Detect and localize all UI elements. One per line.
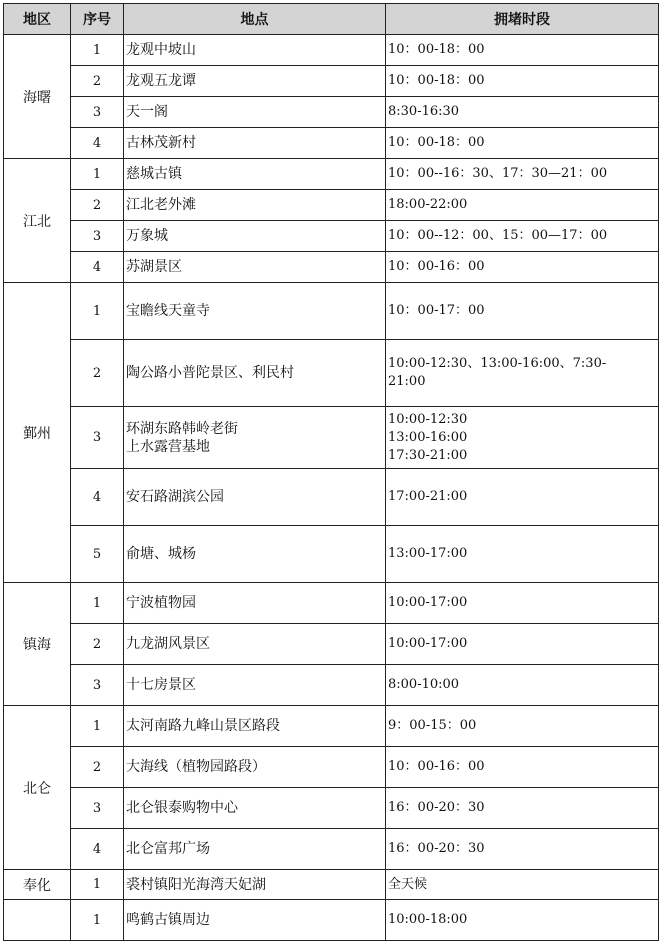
place-cell — [124, 252, 386, 283]
seq-cell: 3 — [71, 788, 124, 829]
header-region: 地区 — [4, 4, 71, 35]
table-row — [4, 407, 659, 469]
table-body — [4, 35, 659, 941]
region-cell: 海曙 — [4, 35, 71, 159]
table-row — [4, 747, 659, 788]
table-row — [4, 706, 659, 747]
time-cell — [386, 407, 659, 469]
time-cell — [386, 97, 659, 128]
time-cell — [386, 469, 659, 526]
time-line: 13:00-17:00 — [388, 546, 468, 561]
region-cell: 镇海 — [4, 583, 71, 706]
time-line: 18:00-22:00 — [388, 197, 468, 212]
time-cell — [386, 706, 659, 747]
seq-cell: 2 — [71, 624, 124, 665]
seq-cell: 2 — [71, 66, 124, 97]
time-cell — [386, 66, 659, 97]
seq-cell: 4 — [71, 829, 124, 870]
seq-cell: 1 — [71, 583, 124, 624]
place-cell — [124, 35, 386, 66]
place-line: 苏湖景区 — [126, 259, 182, 275]
time-cell — [386, 283, 659, 340]
place-cell — [124, 221, 386, 252]
place-line: 慈城古镇 — [126, 166, 182, 182]
time-line: 10：00-16：00 — [388, 759, 485, 774]
place-line: 安石路湖滨公园 — [126, 489, 224, 505]
region-cell: 奉化 — [4, 870, 71, 900]
time-cell — [386, 624, 659, 665]
time-line: 17:00-21:00 — [388, 489, 468, 504]
time-cell — [386, 526, 659, 583]
time-line: 10:00-12:30、13:00-16:00、7:30- — [388, 356, 607, 371]
table-row — [4, 624, 659, 665]
time-line: 10：00-18：00 — [388, 42, 485, 57]
place-cell — [124, 283, 386, 340]
time-cell — [386, 870, 659, 900]
place-cell — [124, 128, 386, 159]
header-time: 拥堵时段 — [386, 4, 659, 35]
table-row — [4, 665, 659, 706]
time-line: 9：00-15：00 — [388, 718, 477, 733]
table-row — [4, 252, 659, 283]
place-cell — [124, 340, 386, 407]
time-cell — [386, 829, 659, 870]
seq-cell: 3 — [71, 407, 124, 469]
seq-cell: 4 — [71, 469, 124, 526]
place-cell — [124, 829, 386, 870]
place-line: 北仑富邦广场 — [126, 841, 210, 857]
congestion-table — [3, 3, 659, 941]
time-cell — [386, 128, 659, 159]
place-line: 俞塘、城杨 — [126, 546, 196, 562]
time-cell — [386, 252, 659, 283]
place-cell — [124, 900, 386, 941]
time-line: 10：00-17：00 — [388, 303, 485, 318]
seq-cell: 2 — [71, 190, 124, 221]
seq-cell: 3 — [71, 665, 124, 706]
seq-cell: 4 — [71, 128, 124, 159]
table-row — [4, 190, 659, 221]
table-row — [4, 900, 659, 941]
place-cell — [124, 97, 386, 128]
seq-cell: 1 — [71, 283, 124, 340]
time-cell — [386, 159, 659, 190]
place-line: 宝瞻线天童寺 — [126, 303, 210, 319]
time-line: 8:00-10:00 — [388, 677, 460, 692]
time-cell — [386, 747, 659, 788]
table-row — [4, 97, 659, 128]
place-line: 陶公路小普陀景区、利民村 — [126, 365, 294, 381]
place-cell — [124, 665, 386, 706]
place-cell — [124, 706, 386, 747]
header-row — [4, 4, 659, 35]
time-cell — [386, 221, 659, 252]
table-row — [4, 221, 659, 252]
time-line: 10：00--12：00、15：00—17：00 — [388, 228, 608, 243]
time-line: 10:00-18:00 — [388, 912, 468, 927]
seq-cell: 4 — [71, 252, 124, 283]
region-cell: 江北 — [4, 159, 71, 283]
time-line: 10:00-12:30 — [388, 411, 468, 427]
place-cell — [124, 407, 386, 469]
place-line: 鸣鹤古镇周边 — [126, 912, 210, 928]
region-cell — [4, 900, 71, 941]
place-cell — [124, 870, 386, 900]
place-line: 龙观中坡山 — [126, 42, 196, 58]
seq-cell: 1 — [71, 159, 124, 190]
table-row — [4, 128, 659, 159]
place-line: 古林茂新村 — [126, 135, 196, 151]
seq-cell: 1 — [71, 900, 124, 941]
seq-cell: 2 — [71, 747, 124, 788]
time-line: 10：00-18：00 — [388, 135, 485, 150]
time-line: 10:00-17:00 — [388, 636, 468, 651]
table-row — [4, 829, 659, 870]
time-cell — [386, 340, 659, 407]
time-line: 10：00-18：00 — [388, 73, 485, 88]
place-line: 龙观五龙谭 — [126, 73, 196, 89]
place-line: 江北老外滩 — [126, 197, 196, 213]
place-cell — [124, 159, 386, 190]
place-cell — [124, 190, 386, 221]
seq-cell: 1 — [71, 870, 124, 900]
time-line: 10：00--16：30、17：30—21：00 — [388, 166, 608, 181]
table-row — [4, 870, 659, 900]
table-row — [4, 583, 659, 624]
seq-cell: 2 — [71, 340, 124, 407]
time-line: 21:00 — [388, 374, 426, 389]
table-row — [4, 159, 659, 190]
time-cell — [386, 190, 659, 221]
place-cell — [124, 624, 386, 665]
time-line: 10:00-17:00 — [388, 595, 468, 610]
table-row — [4, 283, 659, 340]
time-cell — [386, 665, 659, 706]
place-line: 裘村镇阳光海湾天妃湖 — [126, 876, 266, 893]
region-cell: 北仑 — [4, 706, 71, 870]
region-cell: 鄞州 — [4, 283, 71, 583]
time-cell — [386, 35, 659, 66]
place-line: 环湖东路韩岭老街 — [126, 420, 238, 437]
seq-cell: 1 — [71, 706, 124, 747]
table-row — [4, 340, 659, 407]
seq-cell: 3 — [71, 221, 124, 252]
place-line: 宁波植物园 — [126, 595, 196, 611]
time-cell — [386, 788, 659, 829]
place-line: 上水露营基地 — [126, 438, 210, 455]
header-seq: 序号 — [71, 4, 124, 35]
table-row — [4, 35, 659, 66]
place-cell — [124, 747, 386, 788]
place-cell — [124, 788, 386, 829]
time-line: 全天候 — [388, 876, 428, 892]
time-line: 13:00-16:00 — [388, 429, 468, 445]
table-row — [4, 788, 659, 829]
time-line: 17:30-21:00 — [388, 447, 468, 463]
place-cell — [124, 583, 386, 624]
place-line: 大海线（植物园路段） — [126, 759, 266, 775]
place-line: 十七房景区 — [126, 677, 196, 693]
seq-cell: 3 — [71, 97, 124, 128]
time-line: 16：00-20：30 — [388, 841, 485, 856]
time-line: 8:30-16:30 — [388, 104, 460, 119]
time-line: 16：00-20：30 — [388, 800, 485, 815]
place-cell — [124, 469, 386, 526]
header-place: 地点 — [124, 4, 386, 35]
table-row — [4, 526, 659, 583]
table-row — [4, 469, 659, 526]
seq-cell: 1 — [71, 35, 124, 66]
time-cell — [386, 900, 659, 941]
table-row — [4, 66, 659, 97]
time-cell — [386, 583, 659, 624]
seq-cell: 5 — [71, 526, 124, 583]
place-cell — [124, 66, 386, 97]
place-line: 北仑银泰购物中心 — [126, 800, 238, 816]
place-line: 太河南路九峰山景区路段 — [126, 718, 280, 734]
place-line: 天一阁 — [126, 104, 168, 120]
time-line: 10：00-16：00 — [388, 259, 485, 274]
place-line: 九龙湖风景区 — [126, 636, 210, 652]
place-line: 万象城 — [126, 228, 168, 244]
place-cell — [124, 526, 386, 583]
